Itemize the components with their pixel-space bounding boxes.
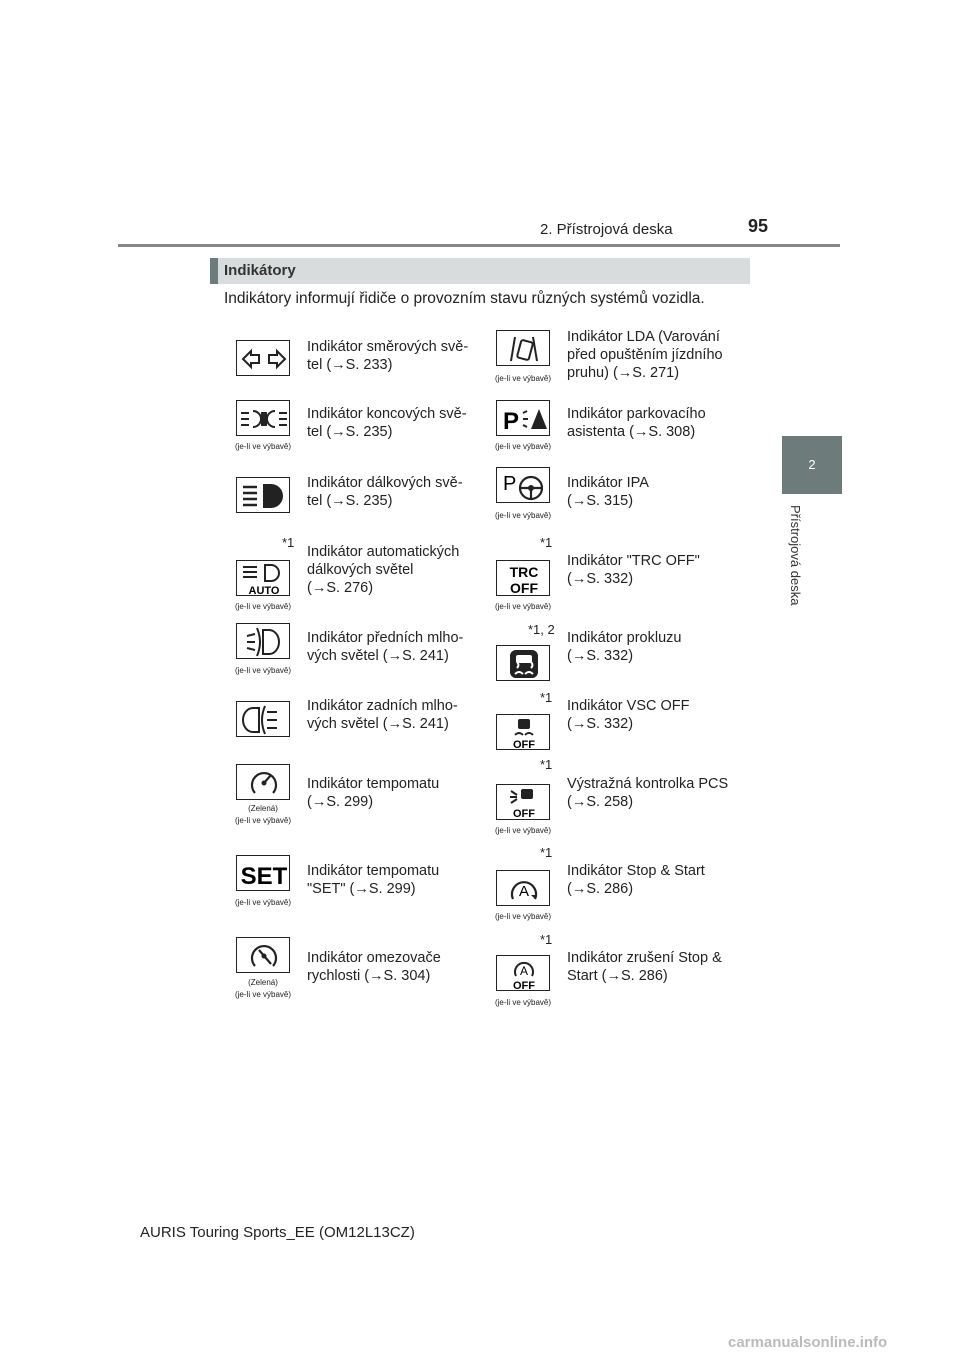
optional-note: (je-li ve výbavě) [234,898,291,907]
optional-note: (je-li ve výbavě) [494,912,551,921]
optional-note: (je-li ve výbavě) [494,602,551,611]
stop-start-cancel-icon [496,955,550,991]
tail-light-icon [236,400,290,436]
section-accent [210,258,218,284]
indicator-desc: Indikátor VSC OFF (→S. 332) [567,698,690,732]
page-number: 95 [748,216,769,236]
svg-text:OFF: OFF [510,580,538,596]
optional-note: (je-li ve výbavě) [494,442,551,451]
indicator-desc: Indikátor IPA (→S. 315) [567,475,649,509]
footnote-marker: *1 [540,845,553,860]
footnote-marker: *1 [540,757,553,772]
chapter-title: 2. Přístrojová deska [540,221,673,238]
green-note: (Zelená) [248,978,278,987]
pcs-icon [496,784,550,820]
svg-text:SET: SET [240,863,288,890]
slip-icon [496,645,550,681]
indicator-desc: Indikátor směrových svě- tel (→S. 233) [307,339,469,373]
indicator-desc: Indikátor LDA (Varování před opuštěním jízdního pruhu) (→S. 271) [567,329,723,381]
indicator-desc: Indikátor Stop & Start (→S. 286) [567,863,705,897]
turn-signal-icon [236,340,290,376]
optional-note: (je-li ve výbavě) [494,998,551,1007]
footnote-marker: *1 [540,535,553,550]
optional-note: (je-li ve výbavě) [234,442,291,451]
indicator-desc: Indikátor tempomatu (→S. 299) [307,776,440,810]
svg-text:A: A [519,964,529,978]
indicator-desc: Indikátor prokluzu (→S. 332) [567,630,682,664]
section-title: Indikátory [224,262,296,279]
optional-note: (je-li ve výbavě) [494,374,551,383]
svg-text:TRC: TRC [509,564,539,580]
indicator-desc: Indikátor parkovacího asistenta (→S. 308) [567,406,706,440]
svg-text:OFF: OFF [513,808,535,820]
optional-note: (je-li ve výbavě) [234,990,291,999]
svg-text:OFF: OFF [513,739,535,751]
green-note: (Zelená) [248,804,278,813]
indicator-desc: Indikátor "TRC OFF" (→S. 332) [567,553,700,587]
chapter-tab: 2 [782,436,842,494]
lda-icon [496,330,550,366]
footnote-marker: *1 [282,535,295,550]
front-fog-icon [236,623,290,659]
watermark: carmanualsonline.info [728,1334,888,1351]
optional-note: (je-li ve výbavě) [234,816,291,825]
auto-high-beam-icon [236,560,290,596]
indicator-desc: Indikátor omezovače rychlosti (→S. 304) [307,950,441,984]
chapter-tab-label: Přístrojová deska [788,505,803,606]
svg-text:OFF: OFF [513,980,535,992]
section-intro: Indikátory informují řidiče o provozním stavu různých systémů vozidla. [224,290,705,307]
indicator-desc: Indikátor dálkových svě- tel (→S. 235) [307,475,463,509]
footer-model: AURIS Touring Sports_EE (OM12L13CZ) [140,1224,415,1241]
section-heading-bar [210,258,750,284]
svg-text:AUTO: AUTO [248,585,280,597]
indicator-desc: Indikátor zrušení Stop & Start (→S. 286) [567,950,722,984]
optional-note: (je-li ve výbavě) [494,511,551,520]
footnote-marker: *1 [540,690,553,705]
rear-fog-icon [236,701,290,737]
vsc-off-icon [496,714,550,750]
optional-note: (je-li ve výbavě) [234,602,291,611]
cruise-set-icon [236,855,290,891]
indicator-desc: Indikátor zadních mlho- vých světel (→S. 241) [307,698,458,732]
svg-text:A: A [518,883,530,900]
indicator-desc: Výstražná kontrolka PCS (→S. 258) [567,776,729,810]
cruise-control-icon [236,764,290,800]
high-beam-icon [236,477,290,513]
stop-start-icon [496,870,550,906]
indicator-desc: Indikátor koncových svě- tel (→S. 235) [307,406,467,440]
svg-text:P: P [503,473,517,495]
header-rule [118,244,840,247]
footnote-marker: *1, 2 [528,622,555,637]
ipa-icon [496,467,550,503]
indicator-desc: Indikátor předních mlho- vých světel (→S. 241) [307,630,464,664]
optional-note: (je-li ve výbavě) [234,666,291,675]
trc-off-icon [496,560,550,596]
svg-text:P: P [503,408,520,435]
speed-limiter-icon [236,937,290,973]
indicator-desc: Indikátor tempomatu "SET" (→S. 299) [307,863,440,897]
optional-note: (je-li ve výbavě) [494,826,551,835]
indicator-desc: Indikátor automatických dálkových světel (→S. 276) [307,544,460,596]
parking-assist-icon [496,400,550,436]
footnote-marker: *1 [540,932,553,947]
